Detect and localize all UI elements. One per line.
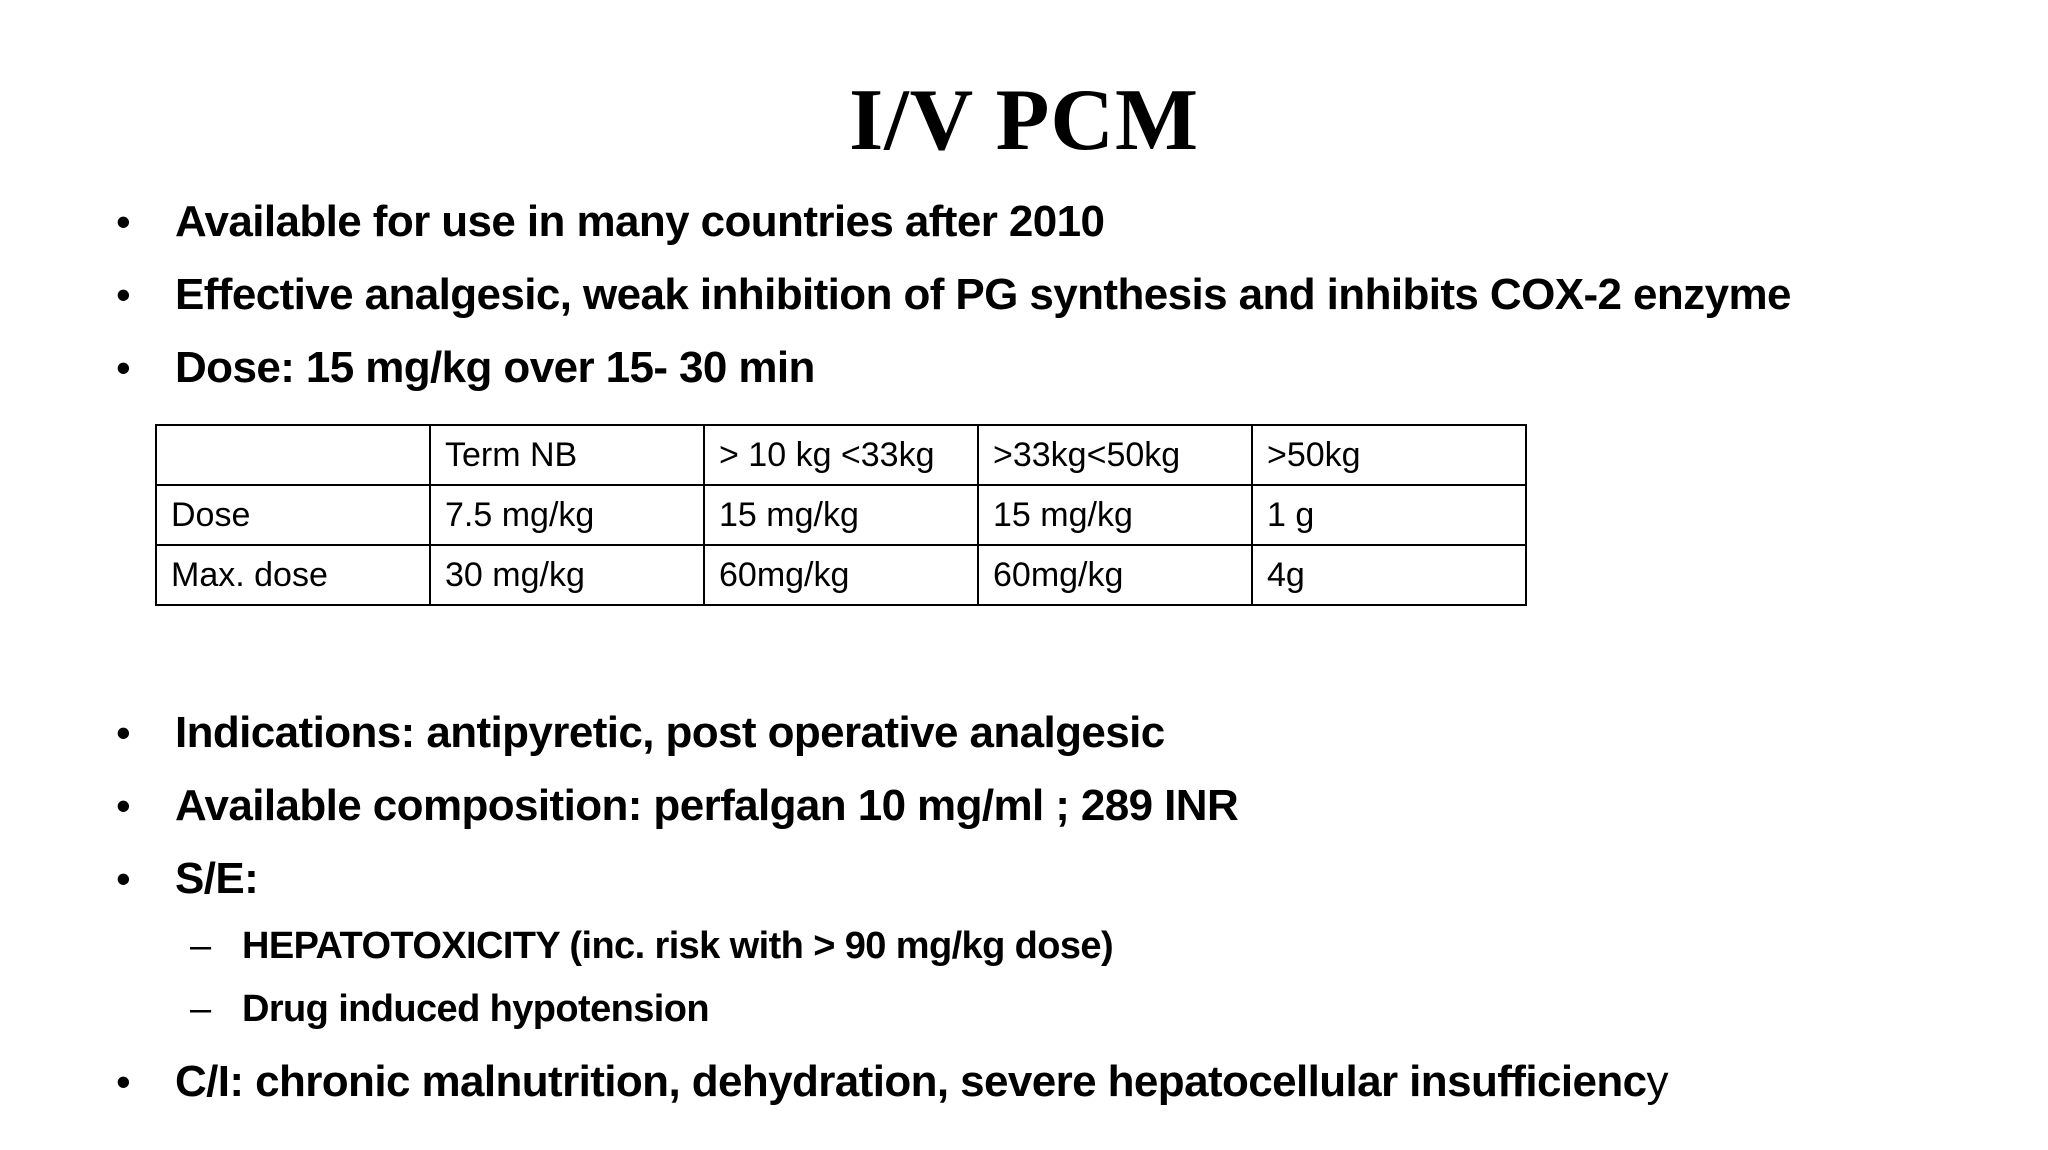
bullet-text: S/E:	[175, 854, 259, 903]
table-row	[156, 545, 1526, 605]
sub-bullet-text: HEPATOTOXICITY (inc. risk with > 90 mg/kg dose)	[242, 925, 1113, 967]
bullet-text	[175, 1052, 1668, 1112]
table-cell: 1 g	[1252, 485, 1526, 545]
table-row	[156, 485, 1526, 545]
bullet-icon: •	[116, 855, 131, 902]
table-header-row	[156, 425, 1526, 485]
table-cell	[156, 425, 430, 485]
bullet-icon: •	[116, 271, 131, 318]
table-cell: 60mg/kg	[978, 545, 1252, 605]
table-cell: 15 mg/kg	[978, 485, 1252, 545]
bullet-text-main: C/I: chronic malnutrition, dehydration, severe hepatocellular insufficienc	[175, 1057, 1647, 1106]
table-cell: 4g	[1252, 545, 1526, 605]
bullet-text-tail: y	[1646, 1057, 1668, 1106]
table-cell: 30 mg/kg	[430, 545, 704, 605]
table-cell: Max. dose	[156, 545, 430, 605]
bullet-text: Effective analgesic, weak inhibition of PG synthesis and inhibits COX-2 enzyme	[175, 270, 1791, 319]
slide-title: I/V PCM	[848, 72, 1200, 169]
table-cell: 60mg/kg	[704, 545, 978, 605]
dash-icon: –	[190, 988, 212, 1030]
table-cell: > 10 kg <33kg	[704, 425, 978, 485]
table-cell: Dose	[156, 485, 430, 545]
bullet-text: Available for use in many countries after 2010	[175, 197, 1105, 246]
bullet-text: Available composition: perfalgan 10 mg/ml ; 289 INR	[175, 781, 1239, 830]
dash-icon: –	[190, 925, 212, 967]
bullet-icon: •	[116, 198, 131, 245]
table-cell: >50kg	[1252, 425, 1526, 485]
dose-table	[155, 424, 1527, 606]
bullet-icon: •	[116, 344, 131, 391]
table-cell: 7.5 mg/kg	[430, 485, 704, 545]
bullet-icon: •	[116, 1058, 131, 1105]
bullet-text: Indications: antipyretic, post operative analgesic	[175, 708, 1165, 757]
table-cell: Term NB	[430, 425, 704, 485]
bullet-icon: •	[116, 709, 131, 756]
sub-bullet-text: Drug induced hypotension	[242, 988, 709, 1030]
bullet-text: Dose: 15 mg/kg over 15- 30 min	[175, 343, 815, 392]
table-cell: >33kg<50kg	[978, 425, 1252, 485]
table-cell: 15 mg/kg	[704, 485, 978, 545]
bullet-icon: •	[116, 782, 131, 829]
